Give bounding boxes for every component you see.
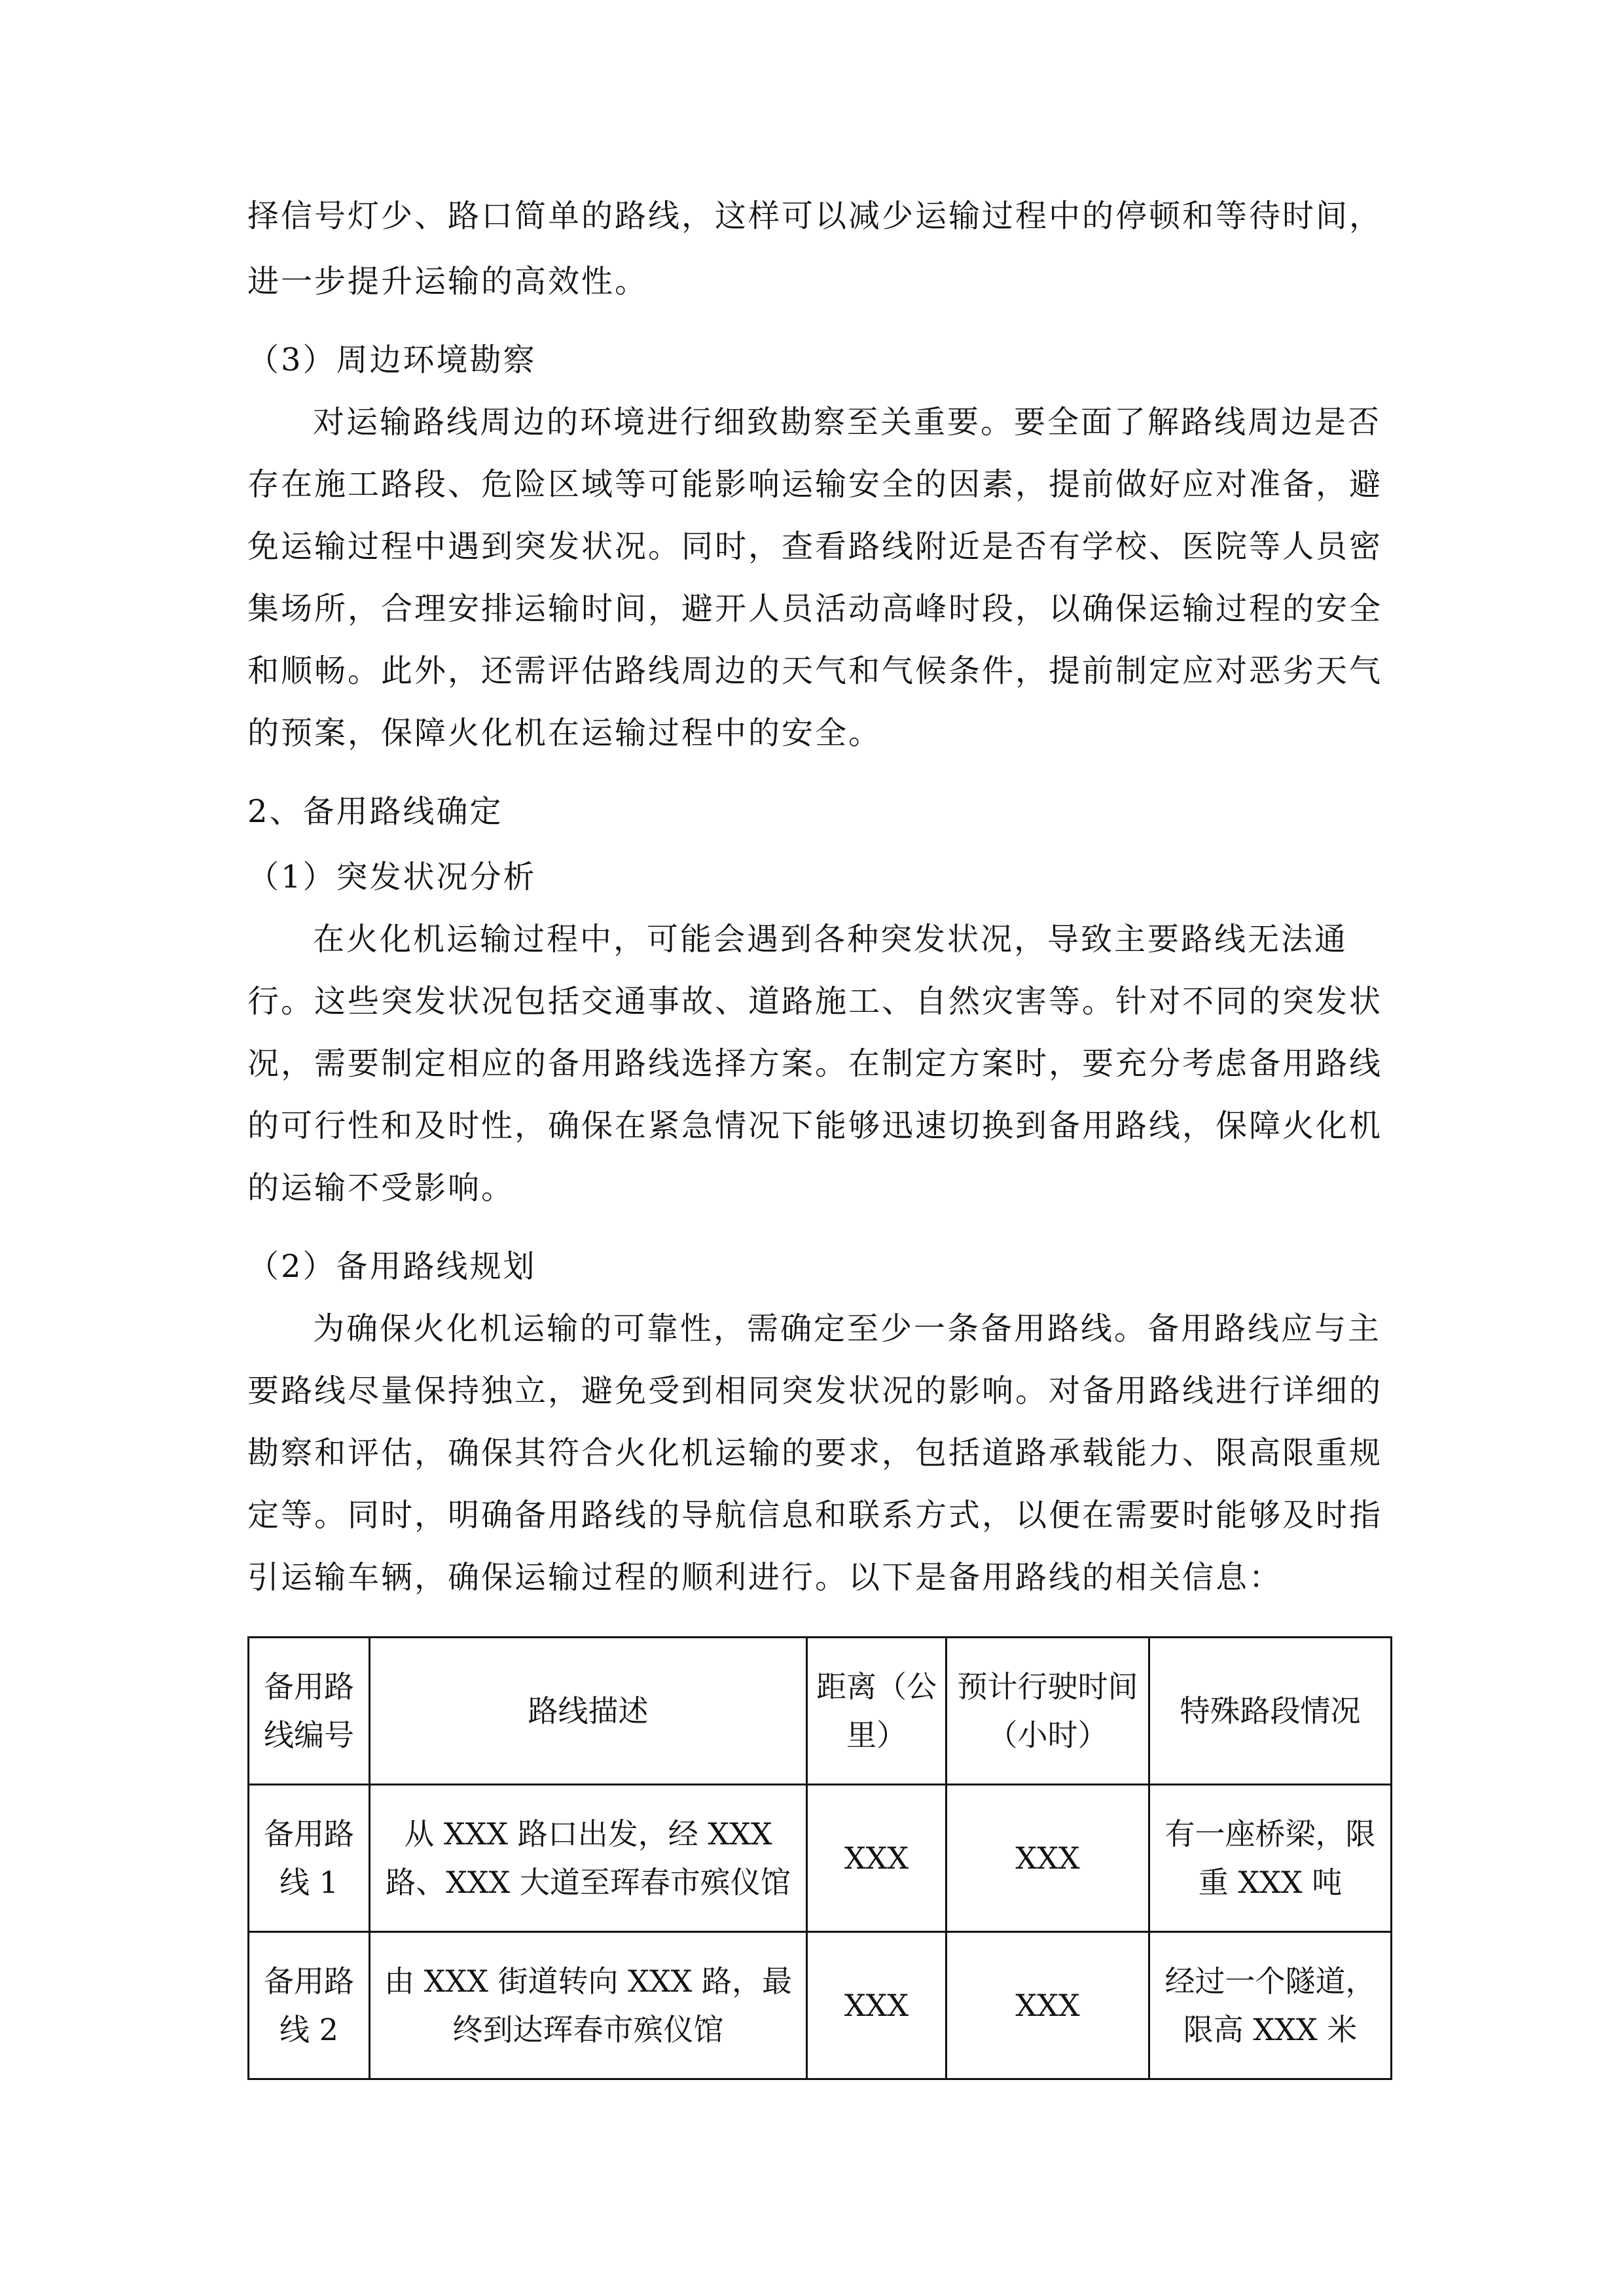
paragraph-line: 的运输不受影响。 [247, 1170, 515, 1206]
paragraph-line: 进一步提升运输的高效性。 [247, 263, 649, 300]
paragraph-line: 的预案，保障火化机在运输过程中的安全。 [247, 715, 882, 751]
paragraph-line: 定等。同时，明确备用路线的导航信息和联系方式，以便在需要时能够及时指 [247, 1497, 1383, 1534]
paragraph-line: 要路线尽量保持独立，避免受到相同突发状况的影响。对备用路线进行详细的 [247, 1372, 1383, 1409]
cell-route-description: 从 XXX 路口出发，经 XXX 路、XXX 大道至珲春市殡仪馆 [370, 1785, 807, 1932]
cell-special-sections: 有一座桥梁，限重 XXX 吨 [1149, 1785, 1392, 1932]
header-special-sections: 特殊路段情况 [1149, 1638, 1392, 1785]
cell-route-id: 备用路线 2 [249, 1932, 370, 2079]
cell-route-id: 备用路线 1 [249, 1785, 370, 1932]
header-route-description: 路线描述 [370, 1638, 807, 1785]
header-distance: 距离（公里） [807, 1638, 947, 1785]
cell-distance: XXX [807, 1785, 947, 1932]
paragraph-line: 免运输过程中遇到突发状况。同时，查看路线附近是否有学校、医院等人员密 [247, 528, 1383, 565]
section-heading-backup-route: 2、备用路线确定 [247, 793, 503, 830]
cell-estimated-time: XXX [947, 1785, 1149, 1932]
table-header-row [249, 1638, 1392, 1785]
paragraph-line: 集场所，合理安排运输时间，避开人员活动高峰时段，以确保运输过程的安全 [247, 590, 1383, 627]
paragraph-line: 在火化机运输过程中，可能会遇到各种突发状况，导致主要路线无法通 [313, 921, 1348, 958]
paragraph-line: 为确保火化机运输的可靠性，需确定至少一条备用路线。备用路线应与主 [313, 1310, 1382, 1347]
paragraph-line: 择信号灯少、路口简单的路线，这样可以减少运输过程中的停顿和等待时间， [247, 198, 1383, 234]
paragraph-line: 勘察和评估，确保其符合火化机运输的要求，包括道路承载能力、限高限重规 [247, 1435, 1383, 1471]
paragraph-line: 况，需要制定相应的备用路线选择方案。在制定方案时，要充分考虑备用路线 [247, 1045, 1383, 1082]
paragraph-line: 对运输路线周边的环境进行细致勘察至关重要。要全面了解路线周边是否 [313, 404, 1382, 440]
header-estimated-time: 预计行驶时间（小时） [947, 1638, 1149, 1785]
paragraph-line: 引运输车辆，确保运输过程的顺利进行。以下是备用路线的相关信息： [247, 1559, 1283, 1596]
table-row [249, 1932, 1392, 2079]
cell-route-description: 由 XXX 街道转向 XXX 路，最终到达珲春市殡仪馆 [370, 1932, 807, 2079]
section-heading-environment: （3）周边环境勘察 [247, 342, 537, 378]
cell-distance: XXX [807, 1932, 947, 2079]
paragraph-line: 和顺畅。此外，还需评估路线周边的天气和气候条件，提前制定应对恶劣天气 [247, 653, 1383, 689]
cell-special-sections: 经过一个隧道，限高 XXX 米 [1149, 1932, 1392, 2079]
header-route-id: 备用路线编号 [249, 1638, 370, 1785]
backup-route-table [247, 1636, 1392, 2080]
cell-estimated-time: XXX [947, 1932, 1149, 2079]
paragraph-line: 行。这些突发状况包括交通事故、道路施工、自然灾害等。针对不同的突发状 [247, 983, 1383, 1020]
section-heading-emergency: （1）突发状况分析 [247, 859, 537, 895]
table-row [249, 1785, 1392, 1932]
section-heading-plan: （2）备用路线规划 [247, 1248, 537, 1285]
paragraph-line: 的可行性和及时性，确保在紧急情况下能够迅速切换到备用路线，保障火化机 [247, 1107, 1383, 1144]
paragraph-line: 存在施工路段、危险区域等可能影响运输安全的因素，提前做好应对准备，避 [247, 466, 1383, 503]
